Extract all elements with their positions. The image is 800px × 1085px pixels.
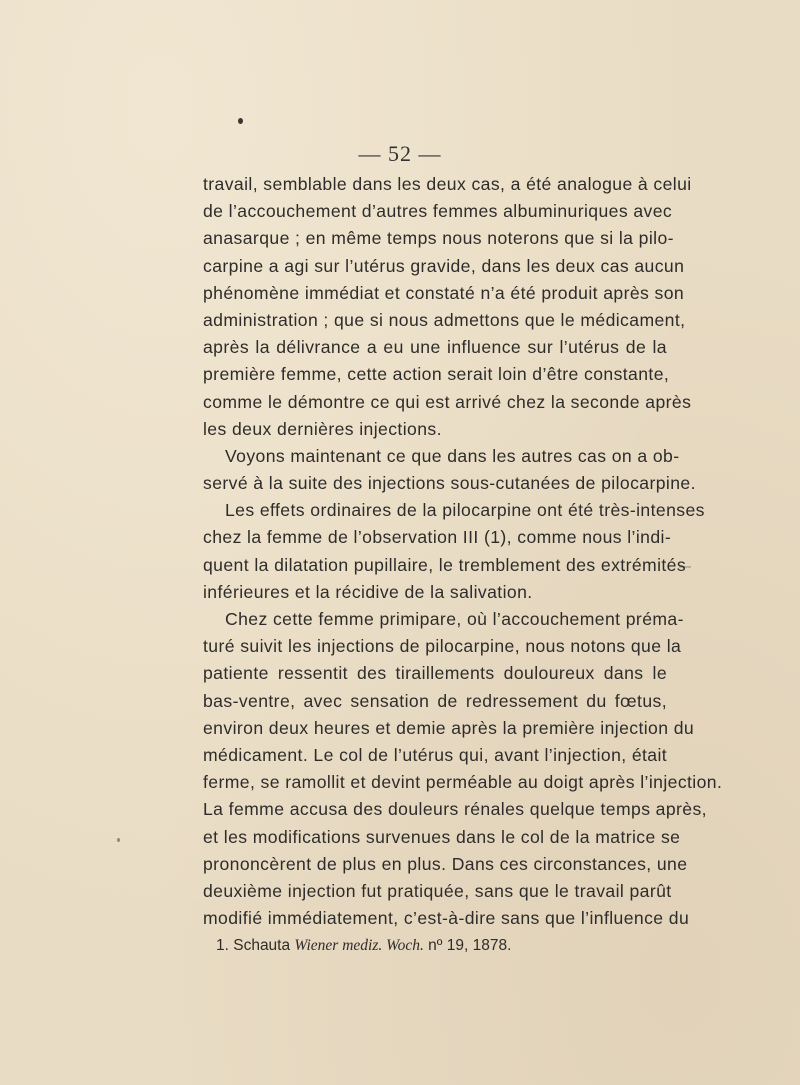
text-line: première femme, cette action serait loin d’être constante, xyxy=(203,364,670,385)
footnote xyxy=(216,937,636,955)
text-line: prononcèrent de plus en plus. Dans ces circonstances, une xyxy=(203,853,688,874)
ink-speck xyxy=(238,118,243,124)
text-line: patiente ressentit des tiraillements douloureux dans le xyxy=(203,663,667,684)
text-line: les deux dernières injections. xyxy=(203,418,442,439)
text-line: anasarque ; en même temps nous noterons que si la pilo- xyxy=(203,228,674,249)
footnote-prefix: 1. Schauta xyxy=(216,937,295,954)
text-line: carpine a agi sur l’utérus gravide, dans les deux cas aucun xyxy=(203,255,685,276)
text-line: turé suivit les injections de pilocarpine, nous notons que la xyxy=(203,636,682,657)
text-line: Les effets ordinaires de la pilocarpine ont été très-intenses xyxy=(225,500,705,521)
text-line: administration ; que si nous admettons que le médicament, xyxy=(203,309,686,330)
text-line: après la délivrance a eu une influence sur l’utérus de la xyxy=(203,337,667,358)
ink-speck xyxy=(117,838,120,842)
text-line: chez la femme de l’observation III (1), comme nous l’indi- xyxy=(203,527,672,548)
body-text xyxy=(203,171,723,932)
footnote-suffix: nº 19, 1878. xyxy=(423,937,512,954)
text-line: et les modifications survenues dans le col de la matrice se xyxy=(203,826,681,847)
text-line: de l’accouchement d’autres femmes albuminuriques avec xyxy=(203,201,673,222)
text-line: servé à la suite des injections sous-cutanées de pilocarpine. xyxy=(203,473,696,494)
text-line: Voyons maintenant ce que dans les autres cas on a ob- xyxy=(225,445,680,466)
text-line: Chez cette femme primipare, où l’accouchement préma- xyxy=(225,609,684,629)
text-line: deuxième injection fut pratiquée, sans que le travail parût xyxy=(203,880,672,901)
page-number: — 52 — xyxy=(358,141,442,166)
text-line: médicament. Le col de l’utérus qui, avant l’injection, était xyxy=(203,744,668,765)
text-line: travail, semblable dans les deux cas, a été analogue à celui xyxy=(203,174,692,194)
text-line: bas-ventre, avec sensation de redressement du fœtus, xyxy=(203,690,667,711)
text-line: ferme, se ramollit et devint perméable au doigt après l’injection. xyxy=(203,772,723,793)
text-line: inférieures et la récidive de la salivation. xyxy=(203,581,533,602)
text-line: comme le démontre ce qui est arrivé chez la seconde après xyxy=(203,391,692,412)
text-line: environ deux heures et demie après la première injection du xyxy=(203,717,695,738)
footnote-journal: Wiener mediz. Woch. xyxy=(294,937,424,954)
text-line: modifié immédiatement, c’est-à-dire sans que l’influence du xyxy=(203,908,690,929)
text-line: La femme accusa des douleurs rénales quelque temps après, xyxy=(203,799,707,820)
text-line: phénomène immédiat et constaté n’a été produit après son xyxy=(203,282,685,303)
text-line: quent la dilatation pupillaire, le tremblement des extrémités xyxy=(203,554,687,575)
